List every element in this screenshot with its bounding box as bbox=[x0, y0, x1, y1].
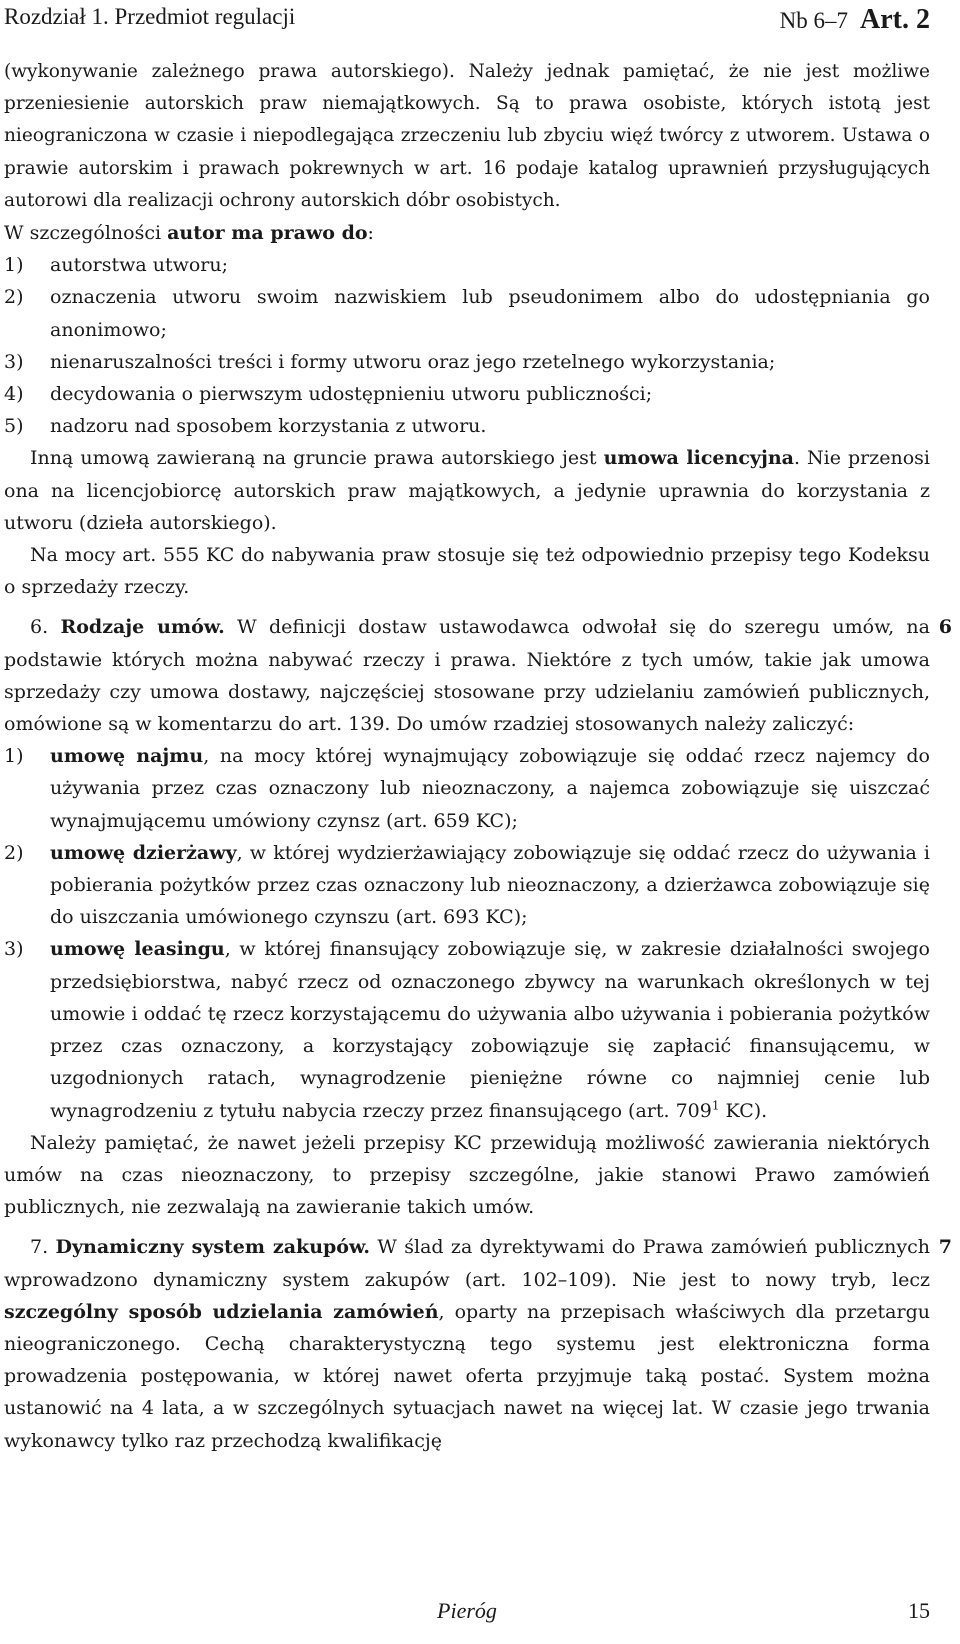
section-text: , oparty na przepisach właściwych dla przetargu nieograniczonego. Cechą charakterystyczną tego systemu jest elektroniczna forma prowadzenia postępowania, w której nawet oferta przyjmuje taką postać. System można ustanowić na 4 lata, a w szczególnych sytuacjach nawet na więcej lat. W czasie jego trwania wykonawcy tylko raz przechodzą kwalifikację bbox=[4, 1300, 930, 1452]
list-number: 3) bbox=[4, 350, 24, 373]
superscript: 1 bbox=[711, 1098, 720, 1113]
list-item bbox=[4, 281, 930, 345]
bold-phrase: umowę dzierżawy bbox=[50, 841, 237, 864]
intro-paragraph-1: (wykonywanie zależnego prawa autorskiego). Należy jednak pamiętać, że nie jest możliwe przeniesienie autorskich praw niemajątkowych. Są to prawa osobiste, których istotą jest nieograniczona w czasie i niepodlegająca zrzeczeniu lub zbyciu więź twórcy z utworem. Ustawa o prawie autorskim i prawach pokrewnych w art. 16 podaje katalog uprawnień przysługujących autorowi dla realizacji ochrony autorskich dóbr osobistych. bbox=[4, 61, 930, 211]
list-item bbox=[4, 346, 930, 378]
intro-paragraph-3 bbox=[4, 442, 930, 539]
page-number: 15 bbox=[908, 1598, 930, 1623]
bold-phrase: umowa licencyjna bbox=[603, 447, 794, 470]
text-span: , na mocy której wynajmujący zobowiązuje się oddać rzecz najemcy do używania przez czas oznaczony lub nieoznaczony, a najemca zobowiązuje się uiszczać wynajmującemu umówiony czynsz (art. 659 KC); bbox=[50, 745, 930, 832]
text-span: , w której wydzierżawiający zobowiązuje się oddać rzecz do używania i pobierania pożytków przez czas oznaczony lub nieoznaczony, a dzierżawca zobowiązuje się do uiszczania umówionego czynszu (art. 693 KC); bbox=[50, 841, 930, 929]
list-item bbox=[4, 378, 930, 410]
list-number: 1) bbox=[4, 745, 24, 768]
list-item bbox=[4, 837, 930, 934]
list-item bbox=[4, 740, 930, 837]
list-number: 2) bbox=[4, 841, 24, 864]
section-title: Rodzaje umów. bbox=[60, 616, 225, 639]
bold-phrase: umowę leasingu bbox=[50, 938, 225, 961]
margin-number-6: 6 bbox=[938, 616, 952, 639]
list-number: 2) bbox=[4, 286, 24, 309]
intro-paragraph-4: Na mocy art. 555 KC do nabywania praw stosuje się też odpowiednio przepisy tego Kodeksu o sprzedaży rzeczy. bbox=[4, 544, 930, 599]
text-span: . Nie przenosi ona na licencjobiorcę autorskich praw majątkowych, a jedynie uprawnia do korzystania z utworu (dzieła autorskiego). bbox=[4, 447, 931, 534]
intro-paragraph-2 bbox=[4, 217, 930, 249]
section-6-closing: Należy pamiętać, że nawet jeżeli przepisy KC przewidują możliwość zawierania niektórych umów na czas nieoznaczony, to przepisy szczególne, jakie stanowi Prawo zamówień publicznych, nie zezwalają na zawieranie takich umów. bbox=[4, 1131, 930, 1219]
header-reference bbox=[780, 4, 930, 36]
list-text bbox=[50, 740, 930, 837]
section-6-lead bbox=[4, 611, 930, 740]
list-item bbox=[4, 933, 930, 1126]
section-number: 7. bbox=[30, 1236, 49, 1259]
list-number: 3) bbox=[4, 938, 24, 961]
text-span: KC). bbox=[719, 1099, 768, 1122]
text-span: W szczególności bbox=[4, 222, 168, 245]
margin-number-7: 7 bbox=[938, 1236, 952, 1259]
list-text bbox=[50, 837, 930, 934]
list-item bbox=[4, 249, 930, 281]
list-item bbox=[4, 410, 930, 442]
list-text: autorstwa utworu; bbox=[50, 254, 229, 277]
nb-range: Nb 6–7 bbox=[779, 8, 849, 33]
list-text: nadzoru nad sposobem korzystania z utworu. bbox=[50, 415, 487, 438]
bold-phrase: autor ma prawo do bbox=[167, 222, 368, 245]
footer-author: Pieróg bbox=[437, 1598, 497, 1623]
section-text: W definicji dostaw ustawodawca odwołał się do szeregu umów, na podstawie których można nabywać rzeczy i prawa. Niektóre z tych umów, takie jak umowa sprzedaży czy umowa dostawy, najczęściej stosowane przy udzielaniu zamówień publicznych, omówione są w komentarzu do art. 139. Do umów rzadziej stosowanych należy zaliczyć: bbox=[4, 616, 930, 736]
list-number: 5) bbox=[4, 415, 24, 438]
text-span: : bbox=[367, 222, 374, 245]
bold-phrase: szczególny sposób udzielania zamówień bbox=[4, 1300, 439, 1323]
intro-block bbox=[4, 56, 930, 217]
section-number: 6. bbox=[30, 616, 49, 639]
section-title: Dynamiczny system zakupów. bbox=[55, 1236, 371, 1259]
list-number: 1) bbox=[4, 254, 24, 277]
text-span: , w której finansujący zobowiązuje się, w zakresie działalności swojego przedsiębiorstwa, nabyć rzecz od oznaczonego zbywcy na warunkach określonych w tej umowie i oddać tę rzecz korzystającemu do używania albo używania i pobierania pożytków przez czas oznaczony, a korzystający zobowiązuje się zapłacić finansującemu, w uzgodnionych ratach, wynagrodzenie pieniężne równe co najmniej cenie lub wynagrodzeniu z tytułu nabycia rzeczy przez finansującego (art. 709 bbox=[50, 938, 930, 1122]
list-text: nienaruszalności treści i formy utworu oraz jego rzetelnego wykorzystania; bbox=[50, 350, 776, 373]
section-7 bbox=[4, 1231, 952, 1456]
text-span: Inną umową zawieraną na gruncie prawa autorskiego jest bbox=[30, 447, 604, 470]
section-6 bbox=[4, 611, 952, 1223]
page-header bbox=[4, 4, 930, 40]
list-text: decydowania o pierwszym udostępnieniu utworu publiczności; bbox=[50, 383, 653, 406]
article-number: Art. 2 bbox=[860, 4, 930, 35]
chapter-title: Rozdział 1. Przedmiot regulacji bbox=[4, 4, 296, 29]
page-body bbox=[4, 56, 952, 1457]
list-text: oznaczenia utworu swoim nazwiskiem lub pseudonimem albo do udostępniania go anonimowo; bbox=[50, 286, 930, 341]
bold-phrase: umowę najmu bbox=[50, 745, 204, 768]
section-text: W ślad za dyrektywami do Prawa zamówień publicznych wprowadzono dynamiczny system zakupów (art. 102–109). Nie jest to nowy tryb, lecz bbox=[4, 1236, 931, 1291]
list-number: 4) bbox=[4, 383, 24, 406]
list-text bbox=[50, 933, 930, 1126]
rights-block bbox=[4, 217, 930, 603]
section-7-lead bbox=[4, 1231, 930, 1456]
